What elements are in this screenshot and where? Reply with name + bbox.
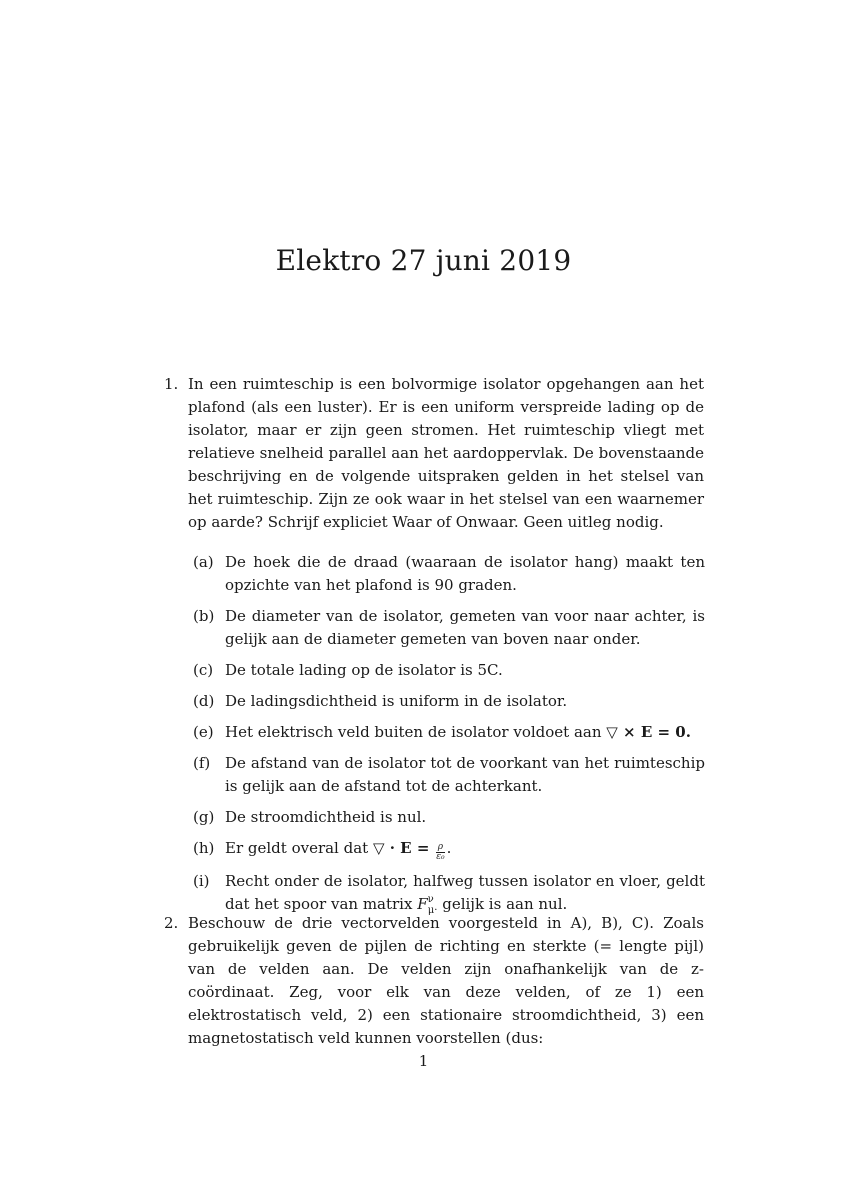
page-number: 1 (418, 1052, 429, 1070)
document-title: Elektro 27 juni 2019 (275, 244, 572, 277)
question-1 (164, 373, 704, 534)
item-label: (a) (193, 553, 214, 571)
item-label: (d) (193, 692, 215, 710)
item-text: De afstand van de isolator tot de voorkant van het ruimteschip is gelijk aan de afstand tot de achterkant. (225, 754, 705, 795)
item-text: Er geldt overal dat (225, 839, 369, 857)
item-label: (c) (193, 661, 214, 679)
list-item (193, 551, 705, 597)
item-text: Het elektrisch veld buiten de isolator voldoet aan (225, 723, 602, 741)
item-text: De stroomdichtheid is nul. (225, 808, 427, 826)
item-text-with-math (225, 837, 705, 862)
item-label: (h) (193, 839, 215, 857)
list-item (193, 837, 705, 862)
item-text-with-math (225, 870, 705, 918)
list-item (193, 721, 705, 744)
item-tail: . (446, 839, 452, 857)
item-text: De ladingsdichtheid is uniform in de isolator. (225, 692, 568, 710)
list-item (193, 806, 705, 829)
field-tensor-symbol: F (417, 895, 428, 913)
rho-over-epsilon-fraction (436, 843, 444, 862)
item-label: (b) (193, 607, 215, 625)
question-number: 2. (164, 914, 179, 932)
list-item (193, 870, 705, 918)
item-label: (f) (193, 754, 211, 772)
curl-equation: ▽ × E = 0. (606, 723, 691, 741)
list-item (193, 752, 705, 798)
item-label: (g) (193, 808, 215, 826)
item-text: De diameter van de isolator, gemeten van voor naar achter, is gelijk aan de diameter gemeten van boven naar onder. (225, 607, 705, 648)
list-item (193, 605, 705, 651)
tensor-subscript: μ· (427, 905, 438, 916)
question-1-items (193, 551, 705, 926)
question-2 (164, 912, 704, 1050)
question-text: In een ruimteschip is een bolvormige isolator opgehangen aan het plafond (als een luster). Er is een uniform verspreide lading op de isolator, maar er zijn geen stromen. Het ruimteschip vliegt met relatieve snelheid parallel aan het aardoppervlak. De bovenstaande beschrijving en de volgende uitspraken gelden in het stelsel van het ruimteschip. Zijn ze ook waar in het stelsel van een waarnemer op aarde? Schrijf expliciet Waar of Onwaar. Geen uitleg nodig. (188, 375, 704, 531)
item-text: De totale lading op de isolator is 5C. (225, 661, 503, 679)
list-item (193, 659, 705, 682)
question-number: 1. (164, 375, 179, 393)
fraction-numerator: ρ (437, 842, 444, 852)
question-text: Beschouw de drie vectorvelden voorgesteld in A), B), C). Zoals gebruikelijk geven de pijlen de richting en sterkte (= lengte pijl) van de velden aan. De velden zijn onafhankelijk van de z-coördinaat. Zeg, voor elk van deze velden, of ze 1) een elektrostatisch veld, 2) een stationaire stroomdichtheid, 3) een magnetostatisch veld kunnen voorstellen (dus: (188, 914, 704, 1047)
fraction-denominator: ε₀ (436, 852, 445, 862)
list-item (193, 690, 705, 713)
item-label: (e) (193, 723, 214, 741)
tensor-superscript: ν (427, 894, 434, 905)
item-text: Recht onder de isolator, halfweg tussen isolator en vloer, geldt dat het spoor van matrix (225, 872, 705, 913)
item-text-with-math (225, 721, 705, 744)
item-tail: gelijk is aan nul. (442, 895, 568, 913)
item-label: (i) (193, 872, 210, 890)
item-text: De hoek die de draad (waaraan de isolator hang) maakt ten opzichte van het plafond is 90 graden. (225, 553, 705, 594)
divergence-equation: ▽ · E = (372, 839, 430, 857)
